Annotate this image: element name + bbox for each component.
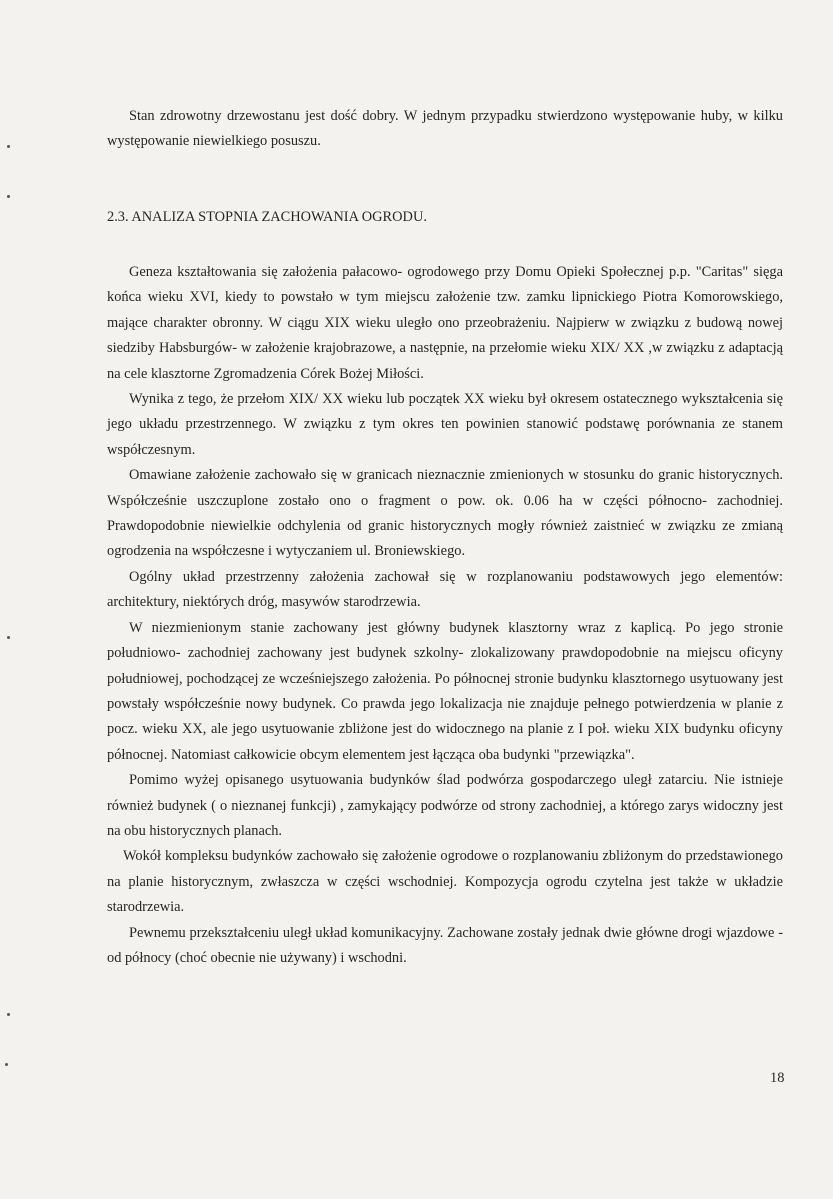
body-text (107, 260, 783, 971)
paragraph-roads: Pewnemu przekształceniu uległ układ komunikacyjny. Zachowane zostały jednak dwie główne drogi wjazdowe - od północy (choć obecnie nie używany) i wschodni. (107, 924, 783, 966)
page-number: 18 (770, 1070, 785, 1086)
paragraph-spatial-layout: Ogólny układ przestrzenny założenia zachował się w rozplanowaniu podstawowych jego elementów: architektury, niektórych dróg, masywów starodrzewia. (107, 568, 783, 611)
intro-paragraph (107, 104, 783, 155)
scan-speck (5, 1063, 8, 1066)
section-heading: 2.3. ANALIZA STOPNIA ZACHOWANIA OGRODU. (107, 209, 427, 225)
intro-text: Stan zdrowotny drzewostanu jest dość dobry. W jednym przypadku stwierdzono występowanie huby, w kilku występowanie niewielkiego posuszu. (107, 108, 783, 150)
paragraph-conclusion: Wynika z tego, że przełom XIX/ XX wieku lub początek XX wieku był okresem ostatecznego wykształcenia się jego układu przestrzennego. W związku z tym okres ten powinien stanowić podstawę porównania ze stanem współczesnym. (107, 391, 783, 458)
scan-speck (7, 636, 10, 639)
paragraph-boundaries: Omawiane założenie zachowało się w granicach nieznacznie zmienionych w stosunku do granic historycznych. Współcześnie uszczuplone zostało ono o fragment o pow. ok. 0.06 ha w części północno- zachodniej. Prawdopodobnie niewielkie odchylenia od granic historycznych mogły również zaistnieć w związku ze zmianą ogrodzenia na współczesne i wytyczaniem ul. Broniewskiego. (107, 467, 783, 560)
paragraph-buildings: W niezmienionym stanie zachowany jest główny budynek klasztorny wraz z kaplicą. Po jego stronie południowo- zachodniej zachowany jest budynek szkolny- zlokalizowany prawdopodobnie na miejscu oficyny południowej, pochodzącej ze wcześniejszego założenia. Po północnej stronie budynku klasztornego usytuowany jest powstały współcześnie nowy budynek. Co prawda jego lokalizacja nie znajduje pełnego potwierdzenia w planie z pocz. wieku XX, ale jego usytuowanie zbliżone jest do widocznego na planie z I poł. wieku XIX budynku oficyny północnej. Natomiast całkowicie obcym elementem jest łącząca oba budynki "przewiązka". (107, 619, 783, 763)
paragraph-garden: Wokół kompleksu budynków zachowało się założenie ogrodowe o rozplanowaniu zbliżonym do przedstawionego na planie historycznym, zwłaszcza w części wschodniej. Kompozycja ogrodu czytelna jest także w układzie starodrzewia. (107, 848, 783, 916)
paragraph-courtyard: Pomimo wyżej opisanego usytuowania budynków ślad podwórza gospodarczego uległ zatarciu. Nie istnieje również budynek ( o nieznanej funkcji) , zamykający podwórze od strony zachodniej, a którego zarys widoczny jest na obu historycznych planach. (107, 772, 783, 839)
scan-speck (7, 195, 10, 198)
scan-speck (7, 1013, 10, 1016)
paragraph-genesis: Geneza kształtowania się założenia pałacowo- ogrodowego przy Domu Opieki Społecznej p.p. "Caritas" sięga końca wieku XVI, kiedy to powstało w tym miejscu założenie tzw. zamku lipnickiego Piotra Komorowskiego, mające charakter obronny. W ciągu XIX wieku uległo ono przeobrażeniu. Najpierw w związku z budową nowej siedziby Habsburgów- w założenie krajobrazowe, a następnie, na przełomie wieku XIX/ XX ,w związku z adaptacją na cele klasztorne Zgromadzenia Córek Bożej Miłości. (107, 264, 783, 382)
scan-speck (7, 145, 10, 148)
